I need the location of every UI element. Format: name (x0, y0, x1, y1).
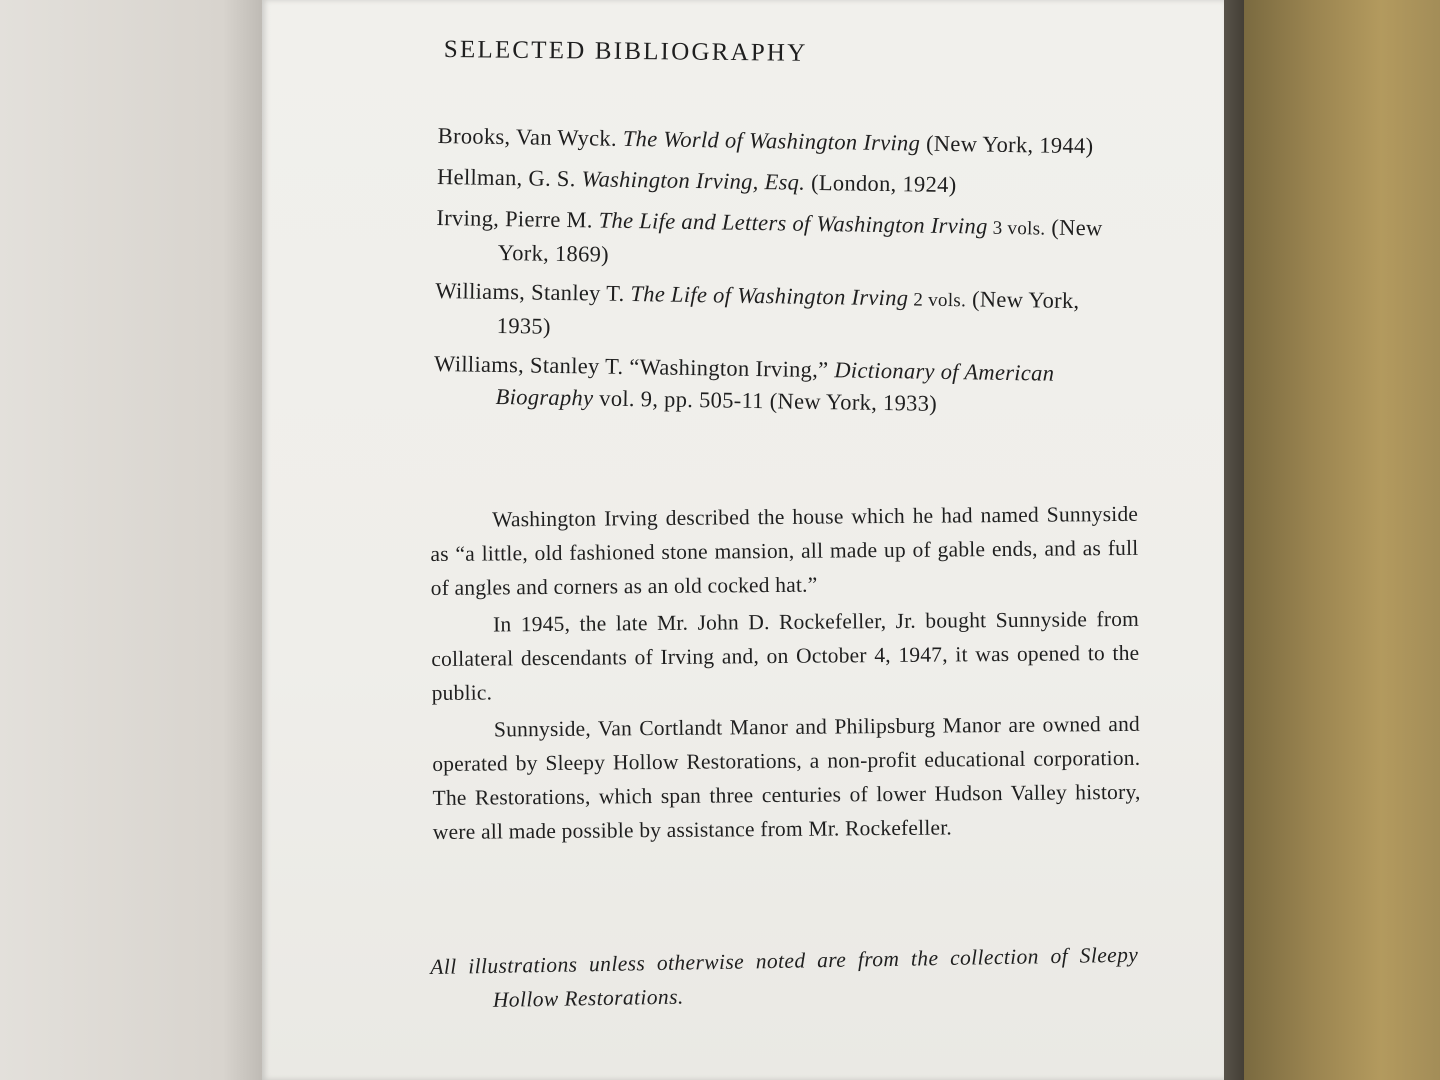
entry-title: The Life and Letters of Washington Irving (598, 207, 988, 239)
body-text (430, 497, 1141, 852)
entry-volumes: 2 vols. (908, 289, 967, 312)
entry-author: Irving, Pierre M. (436, 204, 599, 233)
bibliography-entry (433, 348, 1134, 425)
background-cover (1244, 0, 1440, 1080)
entry-title: Washington Irving, Esq. (581, 166, 806, 195)
entry-volumes: 3 vols. (987, 217, 1046, 240)
entry-publication: (New York, 1944) (919, 130, 1094, 159)
bibliography-entry (436, 202, 1137, 279)
entry-author: Williams, Stanley T. “Washington Irving,” (433, 350, 835, 383)
entry-title: The Life of Washington Irving (630, 281, 909, 311)
page-title: SELECTED BIBLIOGRAPHY (443, 36, 808, 67)
entry-title: Dictionary of American Biography (495, 357, 1055, 411)
bibliography-entry (435, 275, 1136, 352)
entry-publication: (New York, 1935) (496, 286, 1080, 339)
background-surface (0, 0, 262, 1080)
entry-publication: (London, 1924) (804, 169, 957, 198)
entry-publication: (New York, 1869) (497, 214, 1103, 267)
entry-author: Brooks, Van Wyck. (437, 122, 624, 151)
paragraph: Washington Irving described the house which he had named Sunnyside as “a little, old fashioned stone mansion, all made up of gable ends, and as full of angles and corners as an old cocked hat.” (430, 501, 1139, 600)
bibliography-list (433, 120, 1138, 432)
illustration-credit-note: All illustrations unless otherwise noted are from the collection of Sleepy Hollow Restorations. (430, 942, 1139, 1012)
bibliography-entry (437, 161, 1137, 206)
entry-author: Hellman, G. S. (436, 163, 582, 192)
paragraph: In 1945, the late Mr. John D. Rockefeller, Jr. bought Sunnyside from collateral descendants of Irving and, on October 4, 1947, it was opened to the public. (431, 606, 1140, 705)
entry-author: Williams, Stanley T. (435, 277, 631, 307)
paragraph: Sunnyside, Van Cortlandt Manor and Philipsburg Manor are owned and operated by Sleepy Hollow Restorations, a non-profit educational corporation. The Restorations, which span three centuries of lower Hudson Valley history, were all made possible by assistance from Mr. Rockefeller. (432, 711, 1141, 844)
entry-publication: vol. 9, pp. 505-11 (New York, 1933) (593, 385, 938, 416)
entry-title: The World of Washington Irving (622, 125, 921, 156)
